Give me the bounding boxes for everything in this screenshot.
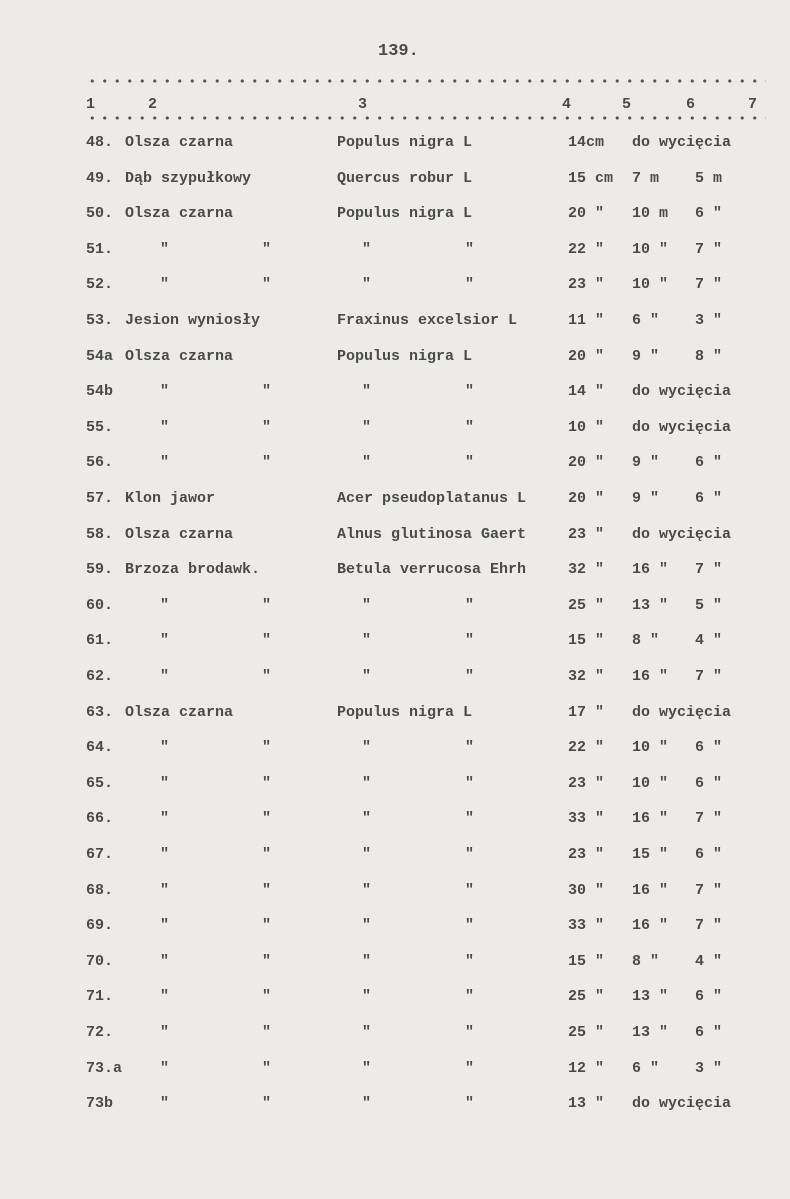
table-row xyxy=(0,170,790,190)
height: do wycięcia xyxy=(632,703,732,721)
row-number: 54b xyxy=(86,383,114,401)
crown: 5 " xyxy=(695,596,723,614)
height: do wycięcia xyxy=(632,134,732,151)
latin-name: Populus nigra L xyxy=(337,205,473,223)
table-row xyxy=(0,490,790,510)
diameter: 13 " xyxy=(568,1095,605,1113)
height: 9 " xyxy=(632,490,660,507)
ditto-mark: " xyxy=(465,418,475,436)
ditto-mark: " xyxy=(160,810,170,828)
crown: 8 " xyxy=(695,347,723,365)
ditto-mark: " xyxy=(160,596,170,614)
height: 15 " xyxy=(632,846,669,863)
ditto-mark: " xyxy=(160,1095,170,1113)
table-row xyxy=(0,704,790,724)
height: 10 m xyxy=(632,205,669,223)
diameter: 25 " xyxy=(568,988,605,1006)
crown: 7 " xyxy=(695,240,723,258)
ditto-mark: " xyxy=(160,846,170,863)
crown: 7 " xyxy=(695,810,723,828)
ditto-mark: " xyxy=(160,632,170,650)
column-number-5: 5 xyxy=(622,96,632,113)
diameter: 14 " xyxy=(568,383,605,401)
ditto-mark: " xyxy=(160,988,170,1006)
latin-name: Betula verrucosa Ehrh xyxy=(337,561,527,579)
diameter: 20 " xyxy=(568,205,605,223)
ditto-mark: " xyxy=(262,810,272,828)
ditto-mark: " xyxy=(362,668,372,685)
ditto-mark: " xyxy=(362,240,372,258)
row-number: 48. xyxy=(86,134,114,151)
height: 9 " xyxy=(632,347,660,365)
diameter: 25 " xyxy=(568,596,605,614)
crown: 4 " xyxy=(695,632,723,650)
ditto-mark: " xyxy=(465,1095,475,1113)
ditto-mark: " xyxy=(262,774,272,792)
row-number: 70. xyxy=(86,952,114,970)
table-row xyxy=(0,526,790,546)
ditto-mark: " xyxy=(160,418,170,436)
table-row xyxy=(0,739,790,759)
page-number: 139. xyxy=(378,42,419,61)
table-row xyxy=(0,1060,790,1080)
height: 6 " xyxy=(632,1059,660,1077)
ditto-mark: " xyxy=(262,632,272,650)
table-row xyxy=(0,988,790,1008)
crown: 6 " xyxy=(695,988,723,1006)
diameter: 32 " xyxy=(568,668,605,685)
ditto-mark: " xyxy=(160,668,170,685)
column-number-1: 1 xyxy=(86,96,96,113)
height: 10 " xyxy=(632,774,669,792)
column-number-6: 6 xyxy=(686,96,696,113)
ditto-mark: " xyxy=(362,1059,372,1077)
height: do wycięcia xyxy=(632,383,732,401)
ditto-mark: " xyxy=(262,952,272,970)
ditto-mark: " xyxy=(465,632,475,650)
ditto-mark: " xyxy=(262,739,272,757)
latin-name: Fraxinus excelsior L xyxy=(337,312,518,329)
diameter: 15 " xyxy=(568,632,605,650)
crown: 6 " xyxy=(695,490,723,507)
row-number: 58. xyxy=(86,525,114,543)
row-number: 61. xyxy=(86,632,114,650)
row-number: 73.a xyxy=(86,1059,123,1077)
row-number: 51. xyxy=(86,240,114,258)
height: 16 " xyxy=(632,917,669,935)
height: 16 " xyxy=(632,668,669,685)
diameter: 33 " xyxy=(568,917,605,935)
ditto-mark: " xyxy=(465,988,475,1006)
column-number-7: 7 xyxy=(748,96,758,113)
diameter: 33 " xyxy=(568,810,605,828)
row-number: 72. xyxy=(86,1024,114,1041)
dotted-rule-header xyxy=(86,116,766,120)
row-number: 67. xyxy=(86,846,114,863)
crown: 6 " xyxy=(695,846,723,863)
height: do wycięcia xyxy=(632,418,732,436)
ditto-mark: " xyxy=(362,774,372,792)
crown: 6 " xyxy=(695,774,723,792)
row-number: 73b xyxy=(86,1095,114,1113)
crown: 5 m xyxy=(695,169,723,187)
ditto-mark: " xyxy=(262,917,272,935)
diameter: 17 " xyxy=(568,703,605,721)
row-number: 55. xyxy=(86,418,114,436)
table-row xyxy=(0,348,790,368)
column-number-3: 3 xyxy=(358,96,368,113)
height: 10 " xyxy=(632,240,669,258)
row-number: 62. xyxy=(86,668,114,685)
ditto-mark: " xyxy=(160,917,170,935)
diameter: 22 " xyxy=(568,240,605,258)
ditto-mark: " xyxy=(362,881,372,899)
table-row xyxy=(0,312,790,332)
ditto-mark: " xyxy=(362,952,372,970)
diameter: 32 " xyxy=(568,561,605,579)
ditto-mark: " xyxy=(262,881,272,899)
height: 10 " xyxy=(632,276,669,294)
polish-name: Olsza czarna xyxy=(125,703,234,721)
row-number: 63. xyxy=(86,703,114,721)
row-number: 53. xyxy=(86,312,114,329)
ditto-mark: " xyxy=(262,846,272,863)
diameter: 23 " xyxy=(568,774,605,792)
ditto-mark: " xyxy=(465,952,475,970)
ditto-mark: " xyxy=(262,1024,272,1041)
row-number: 54a xyxy=(86,347,114,365)
ditto-mark: " xyxy=(362,632,372,650)
ditto-mark: " xyxy=(465,1024,475,1041)
ditto-mark: " xyxy=(262,276,272,294)
ditto-mark: " xyxy=(160,739,170,757)
ditto-mark: " xyxy=(160,1024,170,1041)
crown: 7 " xyxy=(695,881,723,899)
diameter: 15 " xyxy=(568,952,605,970)
latin-name: Alnus glutinosa Gaert xyxy=(337,525,527,543)
height: 16 " xyxy=(632,810,669,828)
diameter: 11 " xyxy=(568,312,605,329)
height: 8 " xyxy=(632,952,660,970)
column-number-4: 4 xyxy=(562,96,572,113)
ditto-mark: " xyxy=(465,596,475,614)
height: 13 " xyxy=(632,988,669,1006)
ditto-mark: " xyxy=(160,881,170,899)
polish-name: Brzoza brodawk. xyxy=(125,561,261,579)
ditto-mark: " xyxy=(362,846,372,863)
row-number: 49. xyxy=(86,169,114,187)
ditto-mark: " xyxy=(362,383,372,401)
table-row xyxy=(0,454,790,474)
ditto-mark: " xyxy=(465,810,475,828)
crown: 3 " xyxy=(695,312,723,329)
table-row xyxy=(0,846,790,866)
ditto-mark: " xyxy=(465,383,475,401)
latin-name: Populus nigra L xyxy=(337,134,473,151)
ditto-mark: " xyxy=(362,418,372,436)
ditto-mark: " xyxy=(465,881,475,899)
row-number: 66. xyxy=(86,810,114,828)
ditto-mark: " xyxy=(465,739,475,757)
diameter: 20 " xyxy=(568,347,605,365)
ditto-mark: " xyxy=(160,276,170,294)
ditto-mark: " xyxy=(262,240,272,258)
table-row xyxy=(0,383,790,403)
diameter: 23 " xyxy=(568,846,605,863)
polish-name: Olsza czarna xyxy=(125,525,234,543)
ditto-mark: " xyxy=(262,454,272,472)
crown: 6 " xyxy=(695,454,723,472)
table-row xyxy=(0,134,790,154)
height: 7 m xyxy=(632,169,660,187)
ditto-mark: " xyxy=(465,276,475,294)
row-number: 57. xyxy=(86,490,114,507)
diameter: 30 " xyxy=(568,881,605,899)
dotted-rule-top xyxy=(86,79,766,83)
ditto-mark: " xyxy=(362,917,372,935)
ditto-mark: " xyxy=(262,596,272,614)
ditto-mark: " xyxy=(362,454,372,472)
crown: 7 " xyxy=(695,561,723,579)
row-number: 64. xyxy=(86,739,114,757)
diameter: 15 cm xyxy=(568,169,614,187)
ditto-mark: " xyxy=(160,952,170,970)
crown: 7 " xyxy=(695,276,723,294)
diameter: 10 " xyxy=(568,418,605,436)
height: do wycięcia xyxy=(632,1095,732,1113)
ditto-mark: " xyxy=(465,454,475,472)
table-row xyxy=(0,632,790,652)
height: 9 " xyxy=(632,454,660,472)
diameter: 14cm xyxy=(568,134,605,151)
polish-name: Klon jawor xyxy=(125,490,216,507)
height: 16 " xyxy=(632,561,669,579)
row-number: 60. xyxy=(86,596,114,614)
height: 13 " xyxy=(632,1024,669,1041)
diameter: 23 " xyxy=(568,525,605,543)
row-number: 69. xyxy=(86,917,114,935)
ditto-mark: " xyxy=(160,383,170,401)
table-row xyxy=(0,917,790,937)
ditto-mark: " xyxy=(465,240,475,258)
crown: 4 " xyxy=(695,952,723,970)
height: 6 " xyxy=(632,312,660,329)
ditto-mark: " xyxy=(362,988,372,1006)
table-row xyxy=(0,668,790,688)
ditto-mark: " xyxy=(362,739,372,757)
ditto-mark: " xyxy=(362,810,372,828)
column-number-2: 2 xyxy=(148,96,158,113)
diameter: 20 " xyxy=(568,454,605,472)
row-number: 68. xyxy=(86,881,114,899)
diameter: 22 " xyxy=(568,739,605,757)
ditto-mark: " xyxy=(160,454,170,472)
diameter: 12 " xyxy=(568,1059,605,1077)
ditto-mark: " xyxy=(465,774,475,792)
diameter: 20 " xyxy=(568,490,605,507)
table-row xyxy=(0,882,790,902)
row-number: 71. xyxy=(86,988,114,1006)
ditto-mark: " xyxy=(262,988,272,1006)
row-number: 56. xyxy=(86,454,114,472)
diameter: 23 " xyxy=(568,276,605,294)
crown: 3 " xyxy=(695,1059,723,1077)
ditto-mark: " xyxy=(160,240,170,258)
latin-name: Quercus robur L xyxy=(337,169,473,187)
ditto-mark: " xyxy=(262,1095,272,1113)
latin-name: Populus nigra L xyxy=(337,703,473,721)
crown: 6 " xyxy=(695,1024,723,1041)
ditto-mark: " xyxy=(465,917,475,935)
polish-name: Olsza czarna xyxy=(125,134,234,151)
polish-name: Olsza czarna xyxy=(125,205,234,223)
height: 8 " xyxy=(632,632,660,650)
table-row xyxy=(0,953,790,973)
table-row xyxy=(0,810,790,830)
ditto-mark: " xyxy=(262,383,272,401)
ditto-mark: " xyxy=(465,668,475,685)
latin-name: Populus nigra L xyxy=(337,347,473,365)
crown: 6 " xyxy=(695,739,723,757)
height: 13 " xyxy=(632,596,669,614)
table-row xyxy=(0,419,790,439)
height: do wycięcia xyxy=(632,525,732,543)
crown: 6 " xyxy=(695,205,723,223)
crown: 7 " xyxy=(695,668,723,685)
ditto-mark: " xyxy=(362,276,372,294)
polish-name: Dąb szypułkowy xyxy=(125,169,252,187)
height: 16 " xyxy=(632,881,669,899)
ditto-mark: " xyxy=(262,1059,272,1077)
table-row xyxy=(0,241,790,261)
row-number: 52. xyxy=(86,276,114,294)
row-number: 59. xyxy=(86,561,114,579)
table-row xyxy=(0,775,790,795)
ditto-mark: " xyxy=(465,846,475,863)
crown: 7 " xyxy=(695,917,723,935)
polish-name: Olsza czarna xyxy=(125,347,234,365)
row-number: 50. xyxy=(86,205,114,223)
polish-name: Jesion wyniosły xyxy=(125,312,261,329)
table-row xyxy=(0,597,790,617)
latin-name: Acer pseudoplatanus L xyxy=(337,490,527,507)
ditto-mark: " xyxy=(465,1059,475,1077)
row-number: 65. xyxy=(86,774,114,792)
ditto-mark: " xyxy=(160,1059,170,1077)
ditto-mark: " xyxy=(362,596,372,614)
ditto-mark: " xyxy=(262,418,272,436)
ditto-mark: " xyxy=(262,668,272,685)
table-row xyxy=(0,561,790,581)
table-row xyxy=(0,205,790,225)
ditto-mark: " xyxy=(362,1095,372,1113)
table-row xyxy=(0,276,790,296)
ditto-mark: " xyxy=(362,1024,372,1041)
height: 10 " xyxy=(632,739,669,757)
diameter: 25 " xyxy=(568,1024,605,1041)
ditto-mark: " xyxy=(160,774,170,792)
table-row xyxy=(0,1095,790,1115)
table-row xyxy=(0,1024,790,1044)
